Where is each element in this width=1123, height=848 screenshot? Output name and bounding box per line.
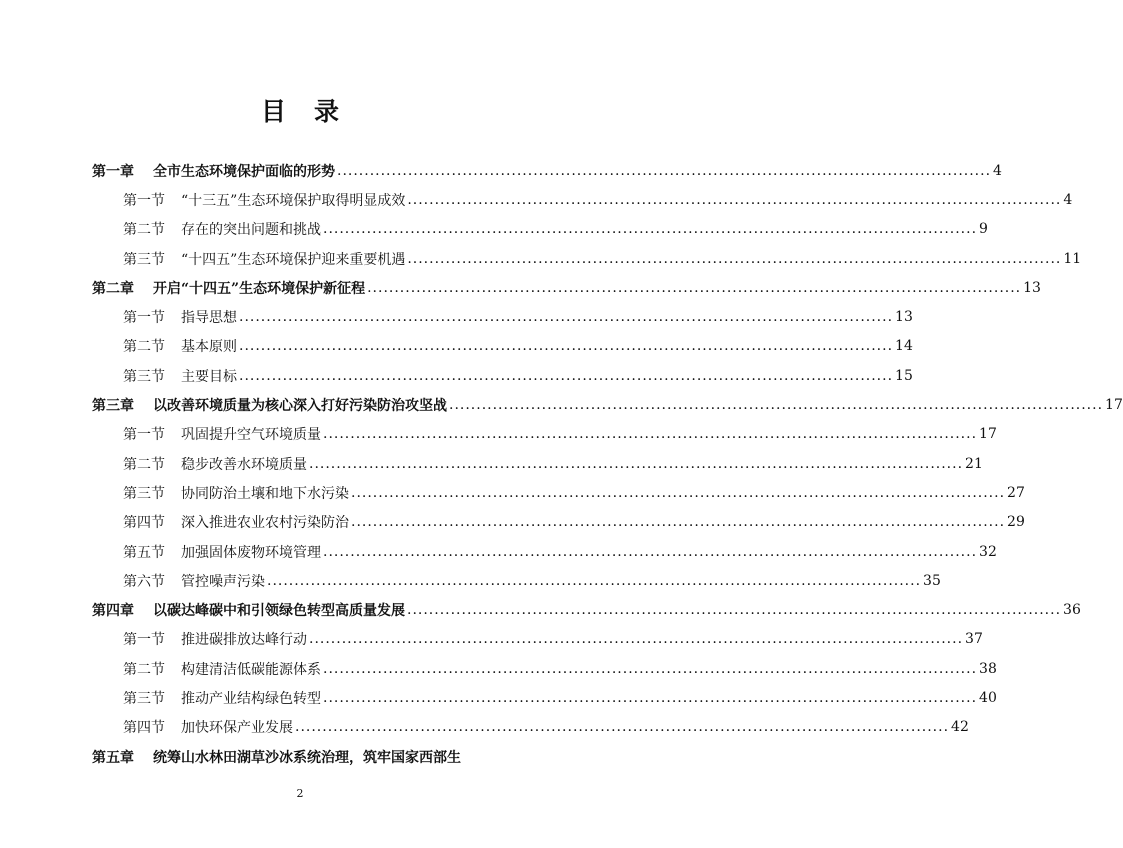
toc-entry-title: 加快环保产业发展	[181, 720, 293, 737]
toc-entry-page: 21	[965, 455, 983, 472]
toc-entry-title: 开启“十四五”生态环境保护新征程	[153, 280, 366, 297]
toc-entry-title: 指导思想	[181, 310, 237, 327]
toc-dot-leader: ........................................................................................................................	[323, 426, 978, 443]
toc-entry-page: 42	[951, 719, 969, 736]
toc-entry-page: 9	[979, 221, 988, 238]
toc-entry-number: 第三章	[92, 398, 134, 415]
page-number: 2	[296, 787, 304, 800]
toc-entry-page: 17	[979, 426, 997, 443]
toc-entry-number: 第二章	[92, 280, 134, 297]
toc-entry-number: 第三节	[123, 251, 165, 268]
toc-entry-page: 27	[1007, 484, 1025, 501]
toc-entry-number: 第五章	[92, 749, 134, 766]
toc-section-entry[interactable]	[92, 713, 969, 742]
toc-entry-page: 4	[993, 162, 1002, 179]
toc-section-entry[interactable]	[92, 625, 983, 654]
toc-entry-title: “十四五”生态环境保护迎来重要机遇	[181, 251, 406, 268]
toc-dot-leader: ........................................................................................................................	[367, 279, 1022, 296]
toc-section-entry[interactable]	[92, 361, 913, 390]
toc-chapter-entry[interactable]	[92, 595, 1081, 624]
toc-entry-title: 以改善环境质量为核心深入打好污染防治攻坚战	[153, 398, 447, 415]
toc-dot-leader: ........................................................................................................................	[337, 162, 992, 179]
toc-entry-number: 第六节	[123, 573, 165, 590]
toc-entry-page: 38	[979, 660, 997, 677]
toc-section-entry[interactable]	[92, 420, 997, 449]
toc-dot-leader: ........................................................................................................................	[407, 250, 1062, 267]
toc-section-entry[interactable]	[92, 332, 913, 361]
toc-entry-number: 第四章	[92, 603, 134, 620]
toc-entry-number: 第二节	[123, 661, 165, 678]
toc-dot-leader: ........................................................................................................................	[351, 484, 1006, 501]
toc-entry-number: 第三节	[123, 485, 165, 502]
toc-entry-number: 第一章	[92, 163, 134, 180]
toc-dot-leader: ........................................................................................................................	[351, 514, 1006, 531]
toc-entry-title: 管控噪声污染	[181, 573, 265, 590]
toc-entry-title: 加强固体废物环境管理	[181, 544, 321, 561]
toc-entry-page: 36	[1063, 602, 1081, 619]
toc-dot-leader: ........................................................................................................................	[323, 689, 978, 706]
toc-entry-page: 11	[1063, 250, 1082, 267]
toc-dot-leader: ........................................................................................................................	[449, 397, 1104, 414]
toc-entry-number: 第四节	[123, 515, 165, 532]
toc-section-entry[interactable]	[92, 566, 941, 595]
toc-entry-number: 第一节	[123, 632, 165, 649]
toc-section-entry[interactable]	[92, 215, 988, 244]
toc-dot-leader: ........................................................................................................................	[407, 602, 1062, 619]
toc-dot-leader: ........................................................................................................................	[309, 455, 964, 472]
toc-section-entry[interactable]	[92, 302, 913, 331]
toc-entry-title: 推进碳排放达峰行动	[181, 632, 307, 649]
toc-entry-page: 29	[1007, 514, 1025, 531]
toc-section-entry[interactable]	[92, 537, 997, 566]
toc-section-entry[interactable]	[92, 654, 997, 683]
toc-entry-title: 推动产业结构绿色转型	[181, 690, 321, 707]
toc-entry-title: 深入推进农业农村污染防治	[181, 515, 349, 532]
toc-entry-page: 35	[923, 572, 941, 589]
toc-entry-page: 32	[979, 543, 997, 560]
toc-entry-number: 第四节	[123, 720, 165, 737]
toc-dot-leader: ........................................................................................................................	[323, 543, 978, 560]
toc-chapter-entry[interactable]	[92, 742, 509, 771]
toc-entry-number: 第一节	[123, 427, 165, 444]
toc-entry-title: 以碳达峰碳中和引领绿色转型高质量发展	[153, 603, 405, 620]
toc-entry-page: 17	[1105, 397, 1123, 414]
toc-entry-number: 第二节	[123, 456, 165, 473]
toc-chapter-entry[interactable]	[92, 156, 1002, 185]
toc-section-entry[interactable]	[92, 185, 1073, 214]
toc-entry-page: 15	[895, 367, 913, 384]
toc-entry-title: 协同防治土壤和地下水污染	[181, 485, 349, 502]
toc-dot-leader: ........................................................................................................................	[323, 660, 978, 677]
toc-section-entry[interactable]	[92, 244, 1082, 273]
toc-entry-title: 稳步改善水环境质量	[181, 456, 307, 473]
toc-section-entry[interactable]	[92, 449, 983, 478]
toc-entry-number: 第一节	[123, 192, 165, 209]
toc-entry-title: 构建清洁低碳能源体系	[181, 661, 321, 678]
toc-entry-title: 存在的突出问题和挑战	[181, 222, 321, 239]
toc-dot-leader: ........................................................................................................................	[407, 191, 1062, 208]
toc-dot-leader: ........................................................................................................................	[239, 309, 894, 326]
toc-entry-title: 巩固提升空气环境质量	[181, 427, 321, 444]
toc-entry-page: 37	[965, 631, 983, 648]
toc-dot-leader: ........................................................................................................................	[239, 367, 894, 384]
toc-dot-leader: ........................................................................................................................	[309, 631, 964, 648]
toc-entry-number: 第五节	[123, 544, 165, 561]
toc-entry-title: “十三五”生态环境保护取得明显成效	[181, 192, 406, 209]
toc-dot-leader: ........................................................................................................................	[295, 719, 950, 736]
toc-dot-leader: ........................................................................................................................	[267, 572, 922, 589]
toc-entry-page: 13	[1023, 279, 1041, 296]
toc-dot-leader: ........................................................................................................................	[323, 221, 978, 238]
toc-entry-page: 13	[895, 309, 913, 326]
toc-entry-title: 统筹山水林田湖草沙冰系统治理，筑牢国家西部生	[153, 749, 461, 766]
toc-entry-number: 第一节	[123, 310, 165, 327]
toc-chapter-entry[interactable]	[92, 273, 1041, 302]
toc-entry-page: 4	[1063, 191, 1073, 208]
toc-entry-number: 第二节	[123, 222, 165, 239]
toc-entry-title: 主要目标	[181, 368, 237, 385]
toc-section-entry[interactable]	[92, 683, 997, 712]
toc-entry-number: 第三节	[123, 690, 165, 707]
toc-entry-page: 40	[979, 689, 997, 706]
toc-entry-title: 全市生态环境保护面临的形势	[153, 163, 335, 180]
toc-chapter-entry[interactable]	[92, 390, 1123, 419]
toc-section-entry[interactable]	[92, 508, 1025, 537]
toc-entry-number: 第二节	[123, 339, 165, 356]
toc-entry-number: 第三节	[123, 368, 165, 385]
toc-section-entry[interactable]	[92, 478, 1025, 507]
toc-entry-title: 基本原则	[181, 339, 237, 356]
toc-dot-leader: ........................................................................................................................	[239, 338, 894, 355]
table-of-contents	[92, 156, 1123, 771]
toc-entry-page: 14	[895, 338, 913, 355]
page-title: 目录	[260, 97, 367, 126]
